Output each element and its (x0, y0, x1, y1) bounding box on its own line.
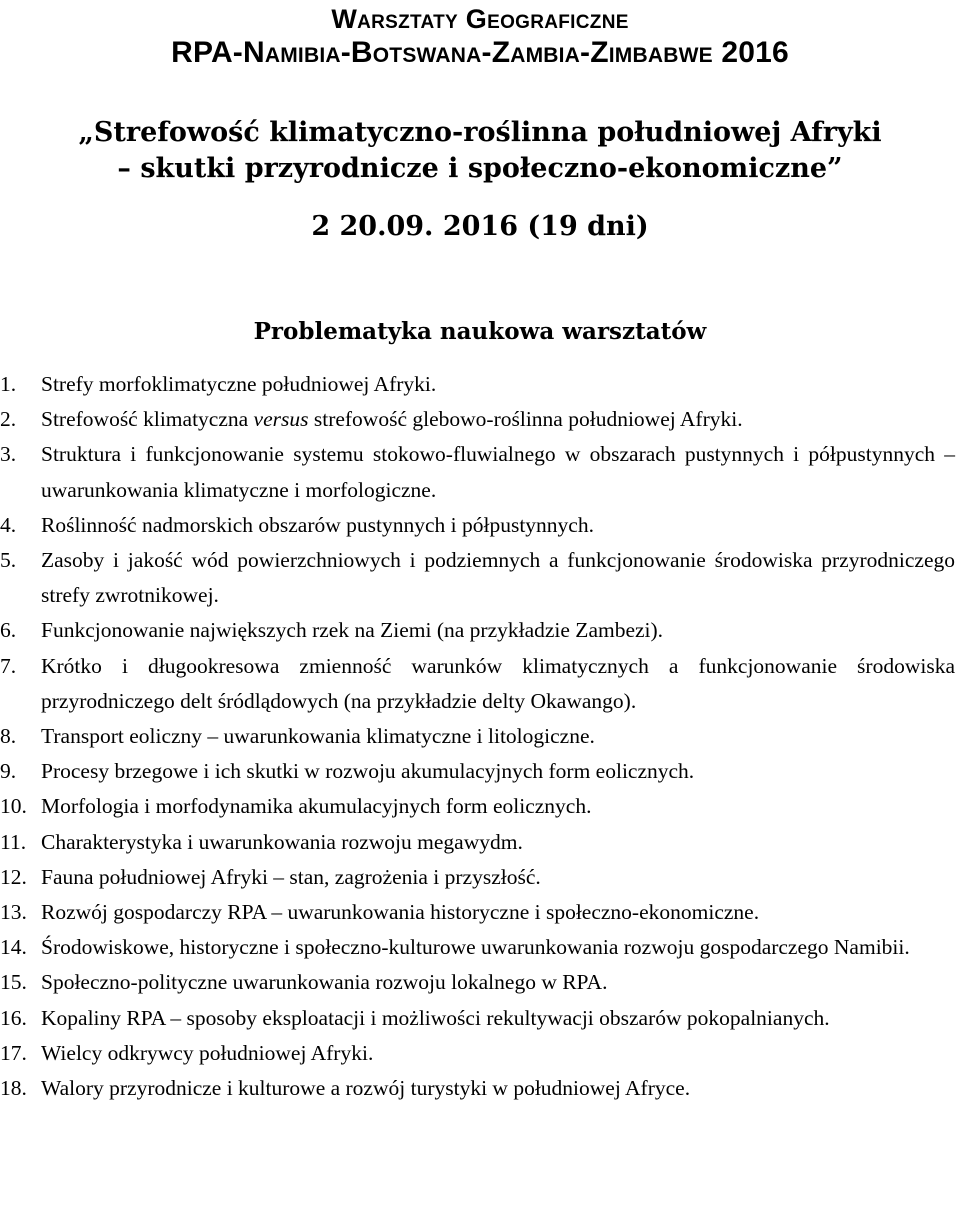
list-item (0, 825, 955, 860)
item-text: Funkcjonowanie największych rzek na Ziemi (na przykładzie Zambezi). (41, 618, 664, 643)
item-number: 13. (0, 900, 27, 925)
item-text: Rozwój gospodarczy RPA – uwarunkowania historyczne i społeczno-ekonomiczne. (41, 900, 760, 925)
item-text: Morfologia i morfodynamika akumulacyjnych form eolicznych. (41, 794, 592, 819)
item-number: 3. (0, 442, 17, 467)
item-text: Procesy brzegowe i ich skutki w rozwoju akumulacyjnych form eolicznych. (41, 759, 695, 784)
item-number: 15. (0, 970, 27, 995)
list-item (0, 719, 955, 754)
item-number: 16. (0, 1005, 27, 1030)
item-text: Społeczno-polityczne uwarunkowania rozwoju lokalnego w RPA. (41, 970, 608, 995)
item-text-post: strefowość glebowo-roślinna południowej Afryki. (308, 407, 743, 432)
item-text: Strefy morfoklimatyczne południowej Afryki. (41, 372, 437, 396)
event-title: Warsztaty Geograficzne (331, 4, 629, 34)
event-countries-year: RPA-Namibia-Botswana-Zambia-Zimbabwe 2016 (171, 36, 789, 69)
list-item (0, 754, 955, 789)
item-text: Walory przyrodnicze i kulturowe a rozwój turystyki w południowej Afryce. (41, 1076, 691, 1101)
item-number: 18. (0, 1076, 27, 1101)
list-item (0, 402, 955, 437)
item-number: 1. (0, 372, 17, 396)
item-number: 4. (0, 512, 17, 537)
item-text: Kopaliny RPA – sposoby eksploatacji i możliwości rekultywacji obszarów pokopalnianych. (41, 1005, 830, 1030)
list-item (0, 613, 955, 648)
item-text: Krótko i długookresowa zmienność warunków klimatycznych a funkcjonowanie środowiska przyrodniczego delt śródlądowych (na przykładzie delty Okawango). (41, 653, 955, 713)
list-item (0, 895, 955, 930)
list-item (0, 930, 955, 965)
item-text: Charakterystyka i uwarunkowania rozwoju megawydm. (41, 829, 523, 854)
item-text: Transport eoliczny – uwarunkowania klimatyczne i litologiczne. (41, 724, 595, 749)
item-number: 7. (0, 653, 17, 678)
list-item (0, 965, 955, 1000)
item-number: 9. (0, 759, 17, 784)
section-heading: Problematyka naukowa warsztatów (253, 318, 707, 345)
list-item (0, 860, 955, 895)
item-text: Fauna południowej Afryki – stan, zagrożenia i przyszłość. (41, 864, 541, 889)
item-text: Roślinność nadmorskich obszarów pustynnych i półpustynnych. (41, 512, 594, 537)
item-number: 2. (0, 407, 17, 432)
list-item (0, 1071, 955, 1106)
list-item (0, 789, 955, 824)
item-number: 10. (0, 794, 27, 819)
item-text: Struktura i funkcjonowanie systemu stokowo-fluwialnego w obszarach pustynnych i półpustynnych – uwarunkowania klimatyczne i morfologiczne. (41, 442, 955, 502)
item-number: 5. (0, 548, 17, 573)
item-text: Zasoby i jakość wód powierzchniowych i podziemnych a funkcjonowanie środowiska przyrodniczego strefy zwrotnikowej. (41, 548, 955, 608)
item-number: 14. (0, 935, 27, 960)
list-item (0, 367, 955, 402)
theme-title-line2: – skutki przyrodnicze i społeczno-ekonomiczne” (117, 153, 843, 184)
item-text: Wielcy odkrywcy południowej Afryki. (41, 1040, 374, 1065)
list-item (0, 649, 955, 719)
item-text-pre: Strefowość klimatyczna (41, 407, 254, 432)
topics-list (0, 367, 960, 1106)
list-item (0, 543, 955, 613)
item-number: 11. (0, 829, 27, 854)
item-text: Środowiskowe, historyczne i społeczno-kulturowe uwarunkowania rozwoju gospodarczego Namibii. (41, 935, 910, 960)
list-item (0, 1036, 955, 1071)
item-text-emphasis: versus (253, 407, 309, 432)
list-item (0, 437, 955, 507)
list-item (0, 508, 955, 543)
item-number: 8. (0, 724, 17, 749)
item-number: 17. (0, 1040, 27, 1065)
event-dates: 2 20.09. 2016 (19 dni) (311, 211, 649, 242)
list-item (0, 1001, 955, 1036)
item-number: 12. (0, 864, 27, 889)
theme-title-line1: „Strefowość klimatyczno-roślinna południowej Afryki (78, 117, 882, 148)
item-number: 6. (0, 618, 17, 643)
item-text (41, 402, 955, 437)
